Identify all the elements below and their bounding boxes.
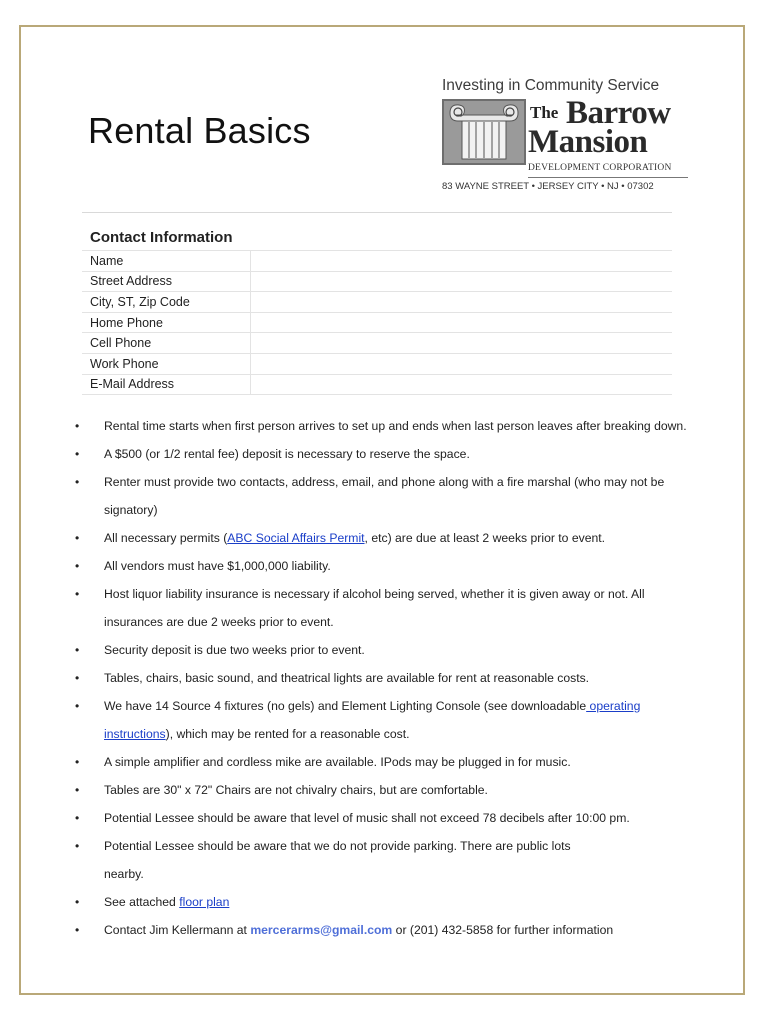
bullet-icon: •	[75, 811, 80, 825]
table-row	[82, 251, 672, 271]
field-value-home-phone[interactable]	[251, 312, 673, 333]
list-item	[62, 692, 722, 748]
bullet-icon: •	[75, 755, 80, 769]
list-item	[62, 832, 722, 888]
rule-text: Contact Jim Kellermann at	[104, 923, 251, 937]
logo-tagline: Investing in Community Service	[442, 77, 660, 94]
rule-text: or (201) 432-5858 for further information	[392, 923, 614, 937]
bullet-icon: •	[75, 587, 80, 601]
bullet-icon: •	[75, 643, 80, 657]
field-value-email-address[interactable]	[251, 374, 673, 395]
table-row	[82, 271, 672, 292]
contact-heading: Contact Information	[82, 225, 672, 251]
divider	[82, 212, 672, 213]
field-value-city-st-zip[interactable]	[251, 292, 673, 313]
list-item	[62, 468, 722, 524]
field-label-work-phone: Work Phone	[82, 353, 251, 374]
rule-text: A $500 (or 1/2 rental fee) deposit is necessary to reserve the space.	[104, 447, 470, 461]
field-value-street-address[interactable]	[251, 271, 673, 292]
bullet-icon: •	[75, 699, 80, 713]
list-item	[62, 580, 722, 636]
bullet-icon: •	[75, 783, 80, 797]
list-item	[62, 412, 722, 440]
list-item	[62, 664, 722, 692]
field-label-cell-phone: Cell Phone	[82, 333, 251, 354]
abc-permit-link[interactable]: ABC Social Affairs Permit	[227, 531, 365, 545]
field-label-street-address: Street Address	[82, 271, 251, 292]
logo-mansion: Mansion	[528, 124, 648, 160]
list-item	[62, 748, 722, 776]
list-item	[62, 776, 722, 804]
table-row	[82, 312, 672, 333]
list-item	[62, 804, 722, 832]
list-item	[62, 552, 722, 580]
rule-text: All vendors must have $1,000,000 liability.	[104, 559, 331, 573]
floor-plan-link[interactable]: floor plan	[179, 895, 230, 909]
list-item	[62, 524, 722, 552]
contact-information-table	[82, 225, 672, 395]
operating-instructions-link[interactable]: operating	[586, 699, 641, 713]
bullet-icon: •	[75, 447, 80, 461]
rule-text: insurances are due 2 weeks prior to event.	[104, 615, 334, 629]
bullet-icon: •	[75, 839, 80, 853]
field-label-name: Name	[82, 251, 251, 271]
rule-text: Host liquor liability insurance is necessary if alcohol being served, whether it is given away or not. All	[104, 587, 645, 601]
rule-text: Tables are 30" x 72" Chairs are not chivalry chairs, but are comfortable.	[104, 783, 488, 797]
field-label-home-phone: Home Phone	[82, 312, 251, 333]
rule-text: See attached	[104, 895, 180, 909]
bullet-icon: •	[75, 475, 80, 489]
bullet-icon: •	[75, 559, 80, 573]
table-row	[82, 333, 672, 354]
rule-text: A simple amplifier and cordless mike are available. IPods may be plugged in for music.	[104, 755, 571, 769]
table-row	[82, 353, 672, 374]
operating-instructions-link[interactable]: instructions	[104, 727, 166, 741]
bullet-icon: •	[75, 531, 80, 545]
list-item	[62, 916, 722, 944]
table-row	[82, 374, 672, 395]
bullet-icon: •	[75, 895, 80, 909]
bullet-icon: •	[75, 671, 80, 685]
field-value-cell-phone[interactable]	[251, 333, 673, 354]
logo-address: 83 WAYNE STREET • JERSEY CITY • NJ • 07302	[442, 181, 654, 192]
ionic-column-icon	[442, 99, 526, 165]
rental-rules-list	[62, 412, 722, 944]
rule-text: Tables, chairs, basic sound, and theatrical lights are available for rent at reasonable costs.	[104, 671, 590, 685]
list-item	[62, 440, 722, 468]
rule-text: nearby.	[104, 867, 144, 881]
rule-text: Renter must provide two contacts, address, email, and phone along with a fire marshal (who may not be	[104, 475, 665, 489]
logo-rule	[528, 177, 688, 178]
rule-text: All necessary permits (	[104, 531, 228, 545]
field-value-work-phone[interactable]	[251, 353, 673, 374]
rule-text: Potential Lessee should be aware that level of music shall not exceed 78 decibels after 10:00 pm.	[104, 811, 630, 825]
logo-corporation: DEVELOPMENT CORPORATION	[528, 163, 672, 173]
list-item	[62, 888, 722, 916]
rule-text: We have 14 Source 4 fixtures (no gels) and Element Lighting Console (see downloadable	[104, 699, 587, 713]
rule-text: ), which may be rented for a reasonable cost.	[165, 727, 410, 741]
rule-text: signatory)	[104, 503, 158, 517]
rule-text: , etc) are due at least 2 weeks prior to event.	[364, 531, 606, 545]
logo-barrow: Barrow	[566, 95, 671, 131]
bullet-icon: •	[75, 419, 80, 433]
rule-text: Potential Lessee should be aware that we do not provide parking. There are public lots	[104, 839, 571, 853]
rule-text: Security deposit is due two weeks prior to event.	[104, 643, 365, 657]
field-label-city-st-zip: City, ST, Zip Code	[82, 292, 251, 313]
contact-email[interactable]: mercerarms@gmail.com	[250, 923, 393, 937]
barrow-mansion-logo	[432, 75, 698, 195]
page-title: Rental Basics	[88, 110, 311, 151]
table-row	[82, 292, 672, 313]
list-item	[62, 636, 722, 664]
field-value-name[interactable]	[251, 251, 673, 271]
field-label-email-address: E-Mail Address	[82, 374, 251, 395]
rule-text: Rental time starts when first person arrives to set up and ends when last person leaves after breaking down.	[104, 419, 687, 433]
logo-the: The	[530, 103, 559, 122]
bullet-icon: •	[75, 923, 80, 937]
